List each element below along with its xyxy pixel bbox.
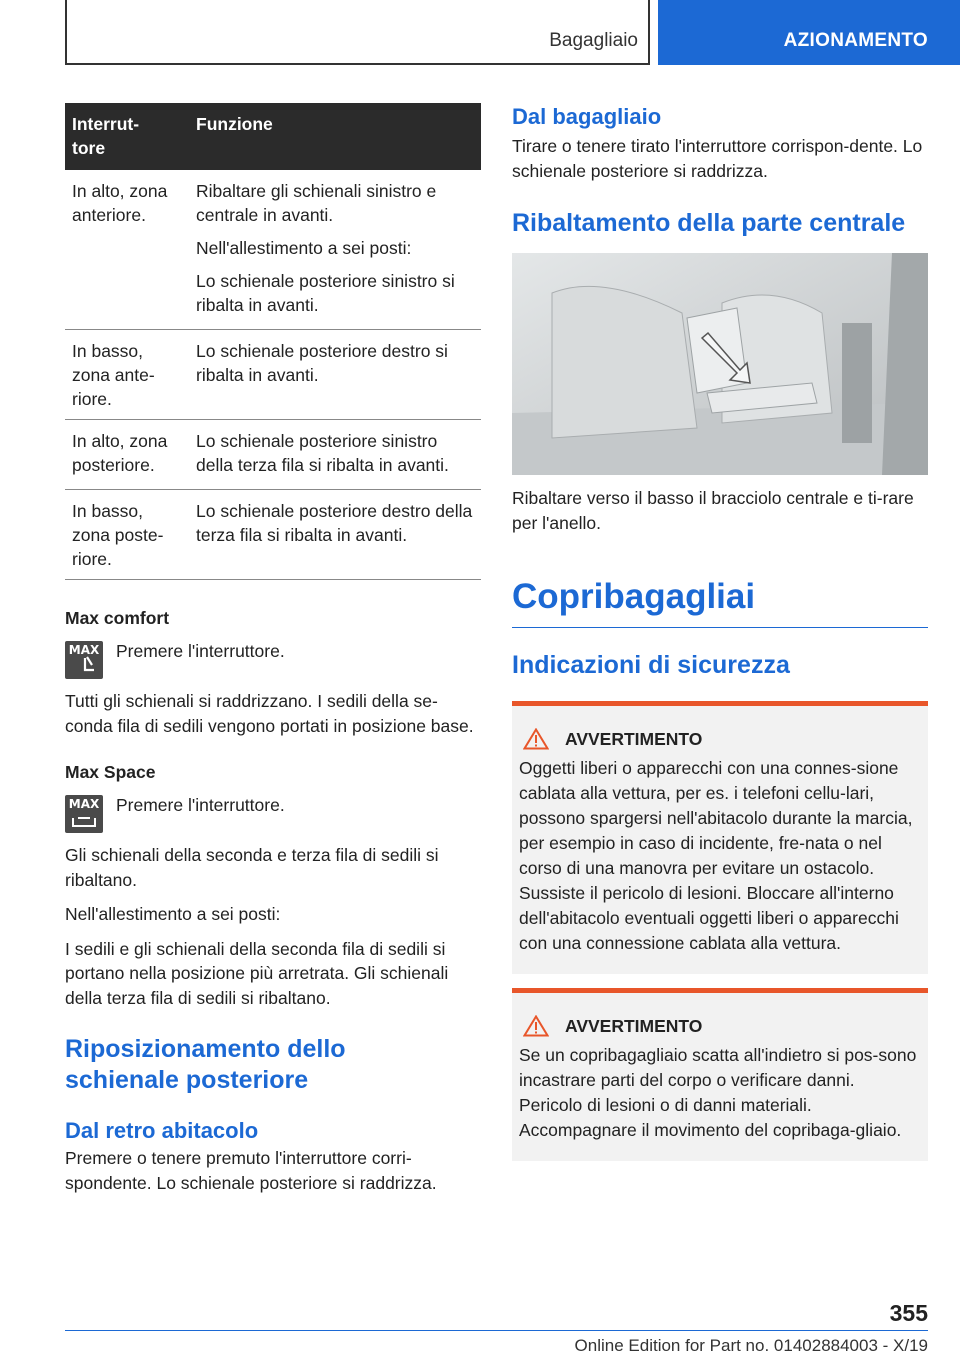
max-space-six-seat-label: Nell'allestimento a sei posti:: [65, 904, 281, 924]
center-armrest-image: [512, 253, 928, 475]
repositioning-heading: Riposizionamento dello schienale posteriore: [65, 1035, 346, 1094]
table-cell-text: Nell'allestimento a sei posti:: [196, 238, 412, 258]
page-number: 355: [889, 1300, 928, 1326]
max-space-icon-text: MAX: [68, 797, 100, 811]
rear-cabin-text: Premere o tenere premuto l'interruttore corri-spondente. Lo schienale posteriore si raddrizza.: [65, 1148, 437, 1193]
warning-text: Oggetti liberi o apparecchi con una connes-sione cablata alla vettura, per es. i telefoni cellu-lari, possono spargersi nell'abitacolo durante la marcia, per esempio in caso di incidente, fre-nata o nel corso di una manovra per evitare un ostacolo. Sussiste il pericolo di lesioni. Bloccare all'interno dell'abitacolo eventuali oggetti liberi o apparecchi con una connessione cablata alla vettura.: [519, 758, 913, 953]
header-right-rule: [648, 0, 650, 65]
header-bottom-rule: [65, 63, 650, 65]
warning-text: Se un copribagagliaio scatta all'indietro si pos-sono incastrare parti del corpo o verificare danni. Pericolo di lesioni o di danni materiali. Accompagnare il movimento del copribaga-gliaio.: [519, 1045, 917, 1140]
max-space-description: Gli schienali della seconda e terza fila di sedili si ribaltano.: [65, 845, 439, 890]
max-space-six-seat-text: I sedili e gli schienali della seconda fila di sedili si portano nella posizione più arretrata. Gli schienali della terza fila di sedili si ribaltano.: [65, 938, 449, 1008]
table-header-row: [65, 103, 481, 170]
warning-title-row: [519, 1015, 921, 1037]
rear-cabin-heading: Dal retro abitacolo: [65, 1118, 259, 1143]
header-chapter-tab[interactable]: [658, 0, 960, 65]
table-row: [65, 170, 481, 330]
switch-function-table: [65, 103, 481, 580]
center-fold-heading: Ribaltamento della parte centrale: [512, 209, 906, 237]
max-comfort-description: Tutti gli schienali si raddrizzano. I sedili della se-conda fila di sedili vengono portati in posizione base.: [65, 691, 474, 736]
header-section-title: Bagagliaio: [549, 30, 638, 51]
trunk-heading: Dal bagagliaio: [512, 104, 662, 129]
max-space-row: [65, 795, 481, 833]
warning-triangle-icon: [523, 1015, 549, 1037]
footer-edition: Online Edition for Part no. 01402884003 - X/19: [574, 1336, 928, 1355]
cover-heading: Copribagagliai: [512, 577, 756, 616]
table-header-switch: Interrut- tore: [65, 103, 189, 170]
table-header-function: Funzione: [189, 103, 481, 170]
right-column: [512, 103, 928, 1161]
max-comfort-label: Max comfort: [65, 608, 170, 628]
warning-title-row: [519, 728, 921, 750]
header-chapter-label: AZIONAMENTO: [783, 30, 928, 51]
table-row: [65, 420, 481, 490]
trunk-text: Tirare o tenere tirato l'interruttore corrispon-dente. Lo schienale posteriore si raddrizza.: [512, 136, 923, 181]
max-space-instruction: Premere l'interruttore.: [116, 795, 285, 815]
warning-box: [512, 701, 928, 974]
table-row: [65, 330, 481, 420]
table-cell-text: Lo schienale posteriore sinistro si ribalta in avanti.: [196, 271, 455, 315]
table-row: [65, 490, 481, 580]
left-column: [65, 103, 481, 1195]
table-cell-function: [189, 490, 481, 580]
header-left-rule: [65, 0, 67, 65]
safety-heading: Indicazioni di sicurezza: [512, 651, 790, 679]
warning-triangle-icon: [523, 728, 549, 750]
table-cell-function: [189, 420, 481, 490]
table-cell-function: [189, 170, 481, 330]
max-comfort-row: [65, 641, 481, 679]
table-cell-text: Lo schienale posteriore destro della terza fila si ribalta in avanti.: [196, 501, 473, 545]
footer-rule: [65, 1330, 928, 1331]
warning-title: AVVERTIMENTO: [565, 1015, 703, 1036]
max-comfort-button-icon: [65, 641, 103, 679]
cover-heading-rule: [512, 627, 928, 628]
table-cell-switch: In basso, zona poste-riore.: [65, 490, 189, 580]
warning-title: AVVERTIMENTO: [565, 728, 703, 749]
max-space-label: Max Space: [65, 762, 156, 782]
max-comfort-instruction: Premere l'interruttore.: [116, 641, 285, 661]
table-cell-switch: In alto, zona anteriore.: [65, 170, 189, 330]
max-space-button-icon: [65, 795, 103, 833]
table-cell-text: Lo schienale posteriore sinistro della terza fila si ribalta in avanti.: [196, 431, 449, 475]
table-cell-text: Ribaltare gli schienali sinistro e centrale in avanti.: [196, 181, 437, 225]
table-cell-function: [189, 330, 481, 420]
max-comfort-icon-text: MAX: [68, 643, 100, 657]
table-cell-text: Lo schienale posteriore destro si ribalta in avanti.: [196, 341, 448, 385]
table-cell-switch: In alto, zona posteriore.: [65, 420, 189, 490]
center-fold-caption: Ribaltare verso il basso il bracciolo centrale e ti-rare per l'anello.: [512, 488, 914, 533]
warning-box: [512, 988, 928, 1161]
table-cell-switch: In basso, zona ante-riore.: [65, 330, 189, 420]
